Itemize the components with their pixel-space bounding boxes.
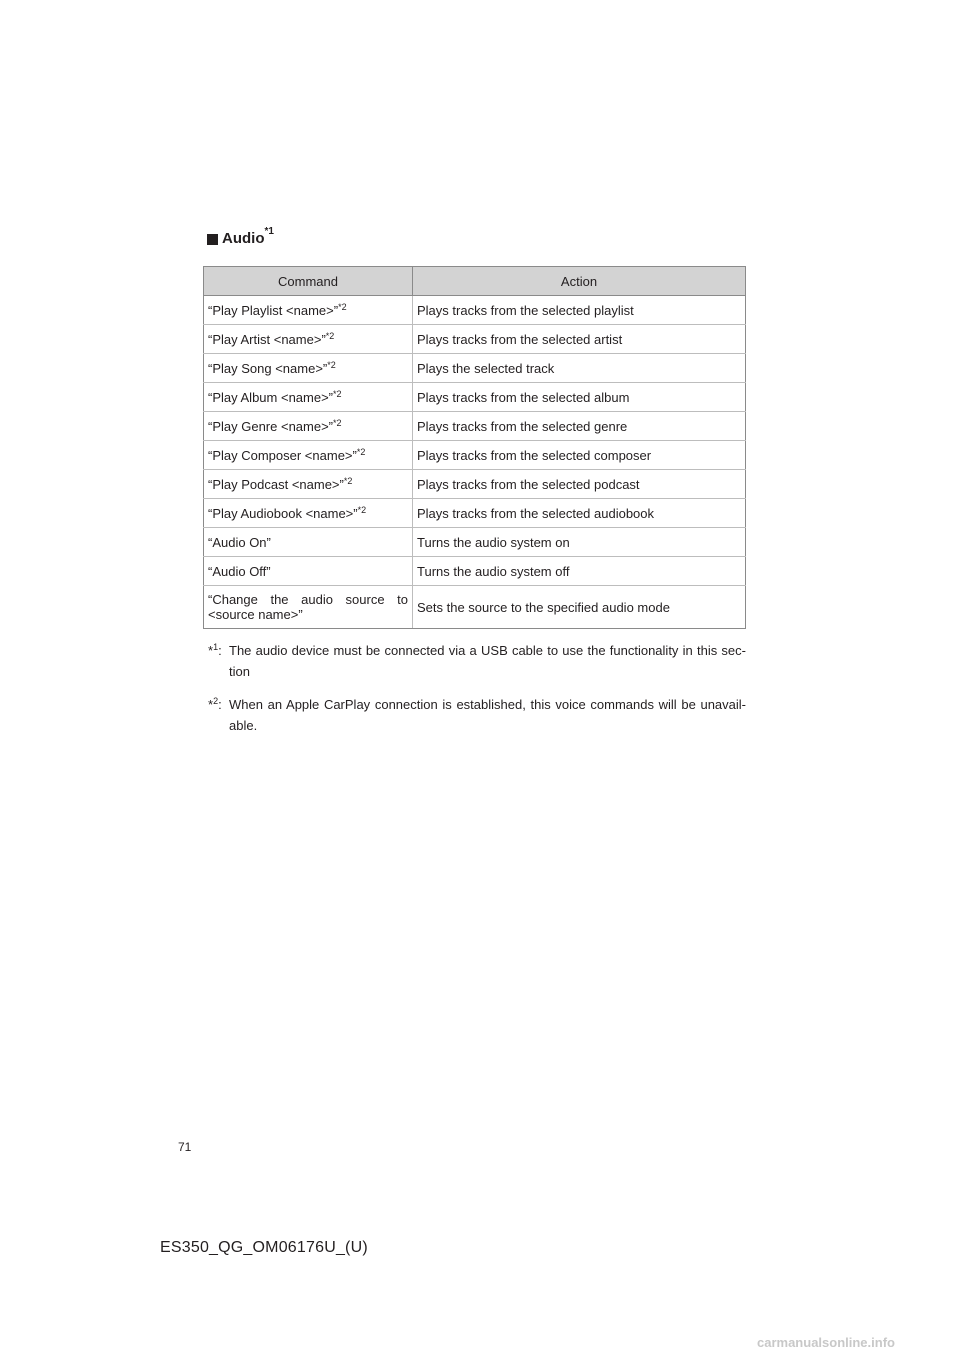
footnote-asterisk: *	[208, 643, 214, 658]
footnote-number: 2	[213, 696, 219, 706]
voice-command-table	[203, 266, 746, 629]
command-text: “Play Album <name>”	[208, 389, 334, 405]
command-text: “Play Podcast <name>”	[208, 476, 344, 492]
command-footnote-ref: *2	[325, 330, 335, 341]
document-code: ES350_QG_OM06176U_(U)	[160, 1239, 368, 1256]
watermark: carmanualsonline.info	[757, 1335, 895, 1350]
command-cell	[204, 586, 413, 629]
header-action: Action	[413, 267, 746, 296]
footnote-2	[208, 694, 746, 736]
table-row	[204, 325, 746, 354]
command-text: “Play Audiobook <name>”	[208, 505, 358, 521]
command-cell	[204, 383, 413, 412]
command-footnote-ref: *2	[327, 359, 336, 370]
command-text: “Change the audio source to <source name>”	[208, 592, 408, 622]
command-text: “Play Song <name>”	[208, 360, 328, 376]
table-row	[204, 354, 746, 383]
command-cell: “Audio On”	[204, 528, 413, 557]
action-cell: Turns the audio system off	[413, 557, 746, 586]
action-cell: Plays tracks from the selected playlist	[413, 296, 746, 325]
command-cell	[204, 441, 413, 470]
footnote-text: The audio device must be connected via a USB cable to use the functionality in this sec-tion	[229, 643, 746, 679]
table-row	[204, 383, 746, 412]
footnote-text: When an Apple CarPlay connection is established, this voice commands will be unavail-able.	[229, 697, 746, 733]
table-row	[204, 528, 746, 557]
page-number: 71	[178, 1140, 192, 1154]
footnote-1	[208, 640, 746, 682]
command-text: “Play Artist <name>”	[208, 331, 326, 347]
command-cell	[204, 296, 413, 325]
action-cell: Plays tracks from the selected genre	[413, 412, 746, 441]
table-row	[204, 296, 746, 325]
table-row	[204, 586, 746, 629]
table-header-row	[204, 267, 746, 296]
command-text: “Play Genre <name>”	[208, 418, 334, 434]
table-row	[204, 499, 746, 528]
command-cell: “Audio Off”	[204, 557, 413, 586]
command-cell	[204, 499, 413, 528]
action-cell: Plays the selected track	[413, 354, 746, 383]
command-footnote-ref: *2	[333, 417, 342, 428]
command-footnote-ref: *2	[333, 388, 342, 399]
command-text: “Play Composer <name>”	[208, 447, 357, 463]
command-cell	[204, 354, 413, 383]
footnote-marker: *$^1$:	[208, 642, 222, 658]
command-cell	[204, 325, 413, 354]
action-cell: Plays tracks from the selected composer	[413, 441, 746, 470]
action-cell: Plays tracks from the selected artist	[413, 325, 746, 354]
square-bullet-icon	[207, 234, 218, 245]
section-footnote-ref: *1	[264, 226, 274, 237]
action-cell: Plays tracks from the selected podcast	[413, 470, 746, 499]
command-footnote-ref: *2	[343, 475, 353, 486]
command-footnote-ref: *2	[357, 504, 367, 515]
command-cell	[204, 412, 413, 441]
action-cell: Turns the audio system on	[413, 528, 746, 557]
section-title: Audio	[222, 230, 265, 247]
command-text: “Play Playlist <name>”	[208, 302, 339, 318]
action-cell: Sets the source to the specified audio mode	[413, 586, 746, 629]
table-row	[204, 470, 746, 499]
footnote-number: 1	[213, 642, 219, 652]
action-cell: Plays tracks from the selected album	[413, 383, 746, 412]
table-row	[204, 441, 746, 470]
header-command: Command	[204, 267, 413, 296]
table-row	[204, 412, 746, 441]
command-footnote-ref: *2	[338, 301, 347, 312]
section-heading	[207, 226, 274, 247]
table-row	[204, 557, 746, 586]
command-footnote-ref: *2	[356, 446, 366, 457]
footnote-marker: *$^2$:	[208, 696, 222, 712]
action-cell: Plays tracks from the selected audiobook	[413, 499, 746, 528]
footnote-asterisk: *	[208, 697, 214, 712]
command-cell	[204, 470, 413, 499]
